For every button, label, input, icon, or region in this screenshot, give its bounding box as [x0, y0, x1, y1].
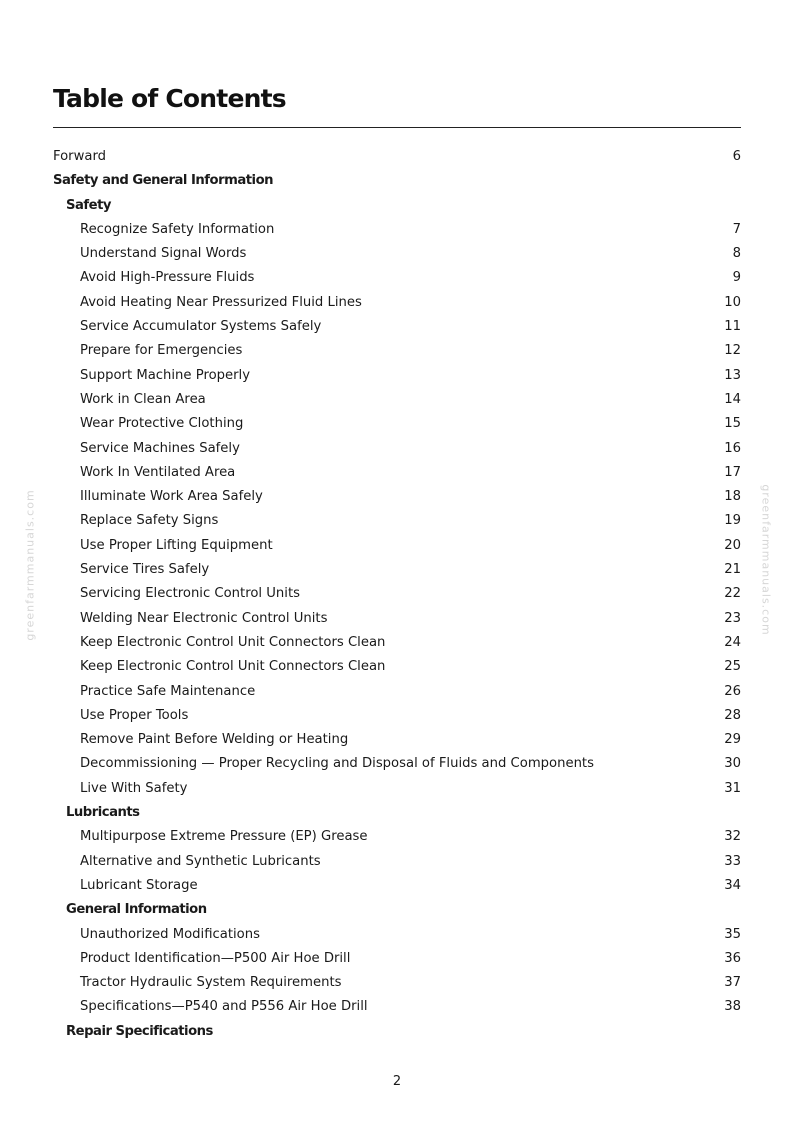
- toc-entry[interactable]: [53, 461, 741, 485]
- toc-entry-label: Lubricants: [66, 805, 140, 821]
- toc-entry[interactable]: [53, 509, 741, 533]
- toc-entry[interactable]: [53, 582, 741, 606]
- toc-entry-label: Service Machines Safely: [80, 440, 240, 456]
- toc-entry-label: Illuminate Work Area Safely: [80, 489, 263, 505]
- toc-entry-page: 25: [724, 659, 741, 675]
- toc-entry-label: Servicing Electronic Control Units: [80, 586, 300, 602]
- toc-entry-label: Use Proper Tools: [80, 707, 189, 723]
- toc-entry-page: 31: [724, 780, 741, 796]
- toc-entry-label: Tractor Hydraulic System Requirements: [80, 975, 342, 991]
- toc-entry[interactable]: [53, 315, 741, 339]
- toc-entry-label: Avoid Heating Near Pressurized Fluid Lines: [80, 294, 362, 310]
- toc-entry-page: 22: [724, 586, 741, 602]
- toc-entry-page: 9: [732, 270, 741, 286]
- toc-entry[interactable]: [53, 145, 741, 169]
- toc-entry[interactable]: [53, 752, 741, 776]
- toc-entry-label: Welding Near Electronic Control Units: [80, 610, 328, 626]
- toc-entry-page: 35: [724, 926, 741, 942]
- toc-entry-page: 24: [724, 634, 741, 650]
- toc-entry-page: 26: [724, 683, 741, 699]
- toc-entry[interactable]: [53, 728, 741, 752]
- toc-entry-page: 19: [724, 513, 741, 529]
- toc-entry[interactable]: [53, 558, 741, 582]
- toc-entry-label: Work In Ventilated Area: [80, 464, 236, 480]
- toc-entry-label: Lubricant Storage: [80, 877, 198, 893]
- toc-entry-label: Remove Paint Before Welding or Heating: [80, 732, 349, 748]
- toc-entry-label: Practice Safe Maintenance: [80, 683, 256, 699]
- page-number: 2: [392, 1074, 402, 1089]
- toc-entry[interactable]: [53, 607, 741, 631]
- toc-entry[interactable]: [53, 339, 741, 363]
- toc-entry[interactable]: [53, 534, 741, 558]
- toc-entry-label: Keep Electronic Control Unit Connectors Clean: [80, 659, 386, 675]
- toc-entry[interactable]: [53, 388, 741, 412]
- toc-entry-page: 33: [724, 853, 741, 869]
- toc-entry-label: Product Identification—P500 Air Hoe Drill: [80, 950, 351, 966]
- toc-entry-label: Forward: [53, 149, 107, 164]
- toc-entry[interactable]: [53, 218, 741, 242]
- toc-entry-label: Work in Clean Area: [80, 391, 206, 407]
- toc-entry[interactable]: [53, 971, 741, 995]
- toc-entry-page: 15: [724, 416, 741, 432]
- toc-entry[interactable]: [53, 437, 741, 461]
- toc-entry[interactable]: [53, 412, 741, 436]
- table-of-contents: [53, 145, 741, 1044]
- toc-entry-label: Service Tires Safely: [80, 562, 210, 578]
- toc-section-heading[interactable]: [53, 1020, 741, 1044]
- toc-entry[interactable]: [53, 874, 741, 898]
- toc-entry[interactable]: [53, 825, 741, 849]
- toc-entry-label: Unauthorized Modifications: [80, 926, 260, 942]
- toc-entry-page: 8: [732, 246, 741, 262]
- toc-entry[interactable]: [53, 995, 741, 1019]
- toc-entry-page: 14: [724, 391, 741, 407]
- toc-entry-page: 12: [724, 343, 741, 359]
- toc-entry-label: Safety and General Information: [53, 173, 274, 189]
- toc-entry[interactable]: [53, 242, 741, 266]
- toc-entry-page: 13: [724, 367, 741, 383]
- toc-entry-label: Keep Electronic Control Unit Connectors Clean: [80, 634, 386, 650]
- toc-entry-label: Service Accumulator Systems Safely: [80, 319, 322, 335]
- toc-entry[interactable]: [53, 680, 741, 704]
- toc-entry[interactable]: [53, 485, 741, 509]
- toc-entry-label: Alternative and Synthetic Lubricants: [80, 853, 321, 869]
- toc-entry[interactable]: [53, 777, 741, 801]
- toc-section-heading[interactable]: [53, 169, 741, 193]
- toc-entry-label: General Information: [66, 902, 207, 918]
- toc-entry[interactable]: [53, 704, 741, 728]
- toc-entry-page: 10: [724, 294, 741, 310]
- toc-entry[interactable]: [53, 850, 741, 874]
- toc-section-heading[interactable]: [53, 194, 741, 218]
- toc-entry-page: 32: [724, 829, 741, 845]
- toc-entry[interactable]: [53, 266, 741, 290]
- toc-entry-label: Use Proper Lifting Equipment: [80, 537, 273, 553]
- toc-entry[interactable]: [53, 655, 741, 679]
- toc-entry-page: 18: [724, 489, 741, 505]
- toc-entry-page: 34: [724, 877, 741, 893]
- toc-entry-page: 7: [732, 221, 741, 237]
- title-divider: [53, 127, 741, 128]
- toc-entry-label: Understand Signal Words: [80, 246, 247, 262]
- toc-entry-page: 21: [724, 562, 741, 578]
- toc-entry-page: 6: [732, 149, 741, 164]
- toc-entry-label: Replace Safety Signs: [80, 513, 219, 529]
- toc-entry[interactable]: [53, 631, 741, 655]
- toc-entry-page: 11: [724, 319, 741, 335]
- watermark-left: greenfarmmanuals.com: [23, 489, 37, 641]
- toc-entry-label: Repair Specifications: [66, 1023, 213, 1039]
- toc-entry-page: 38: [724, 999, 741, 1015]
- toc-entry[interactable]: [53, 947, 741, 971]
- toc-entry-page: 17: [724, 464, 741, 480]
- page-title: Table of Contents: [53, 84, 286, 113]
- toc-entry[interactable]: [53, 923, 741, 947]
- toc-section-heading[interactable]: [53, 898, 741, 922]
- toc-entry-label: Wear Protective Clothing: [80, 416, 244, 432]
- toc-entry-label: Specifications—P540 and P556 Air Hoe Drill: [80, 999, 368, 1015]
- toc-entry-label: Avoid High-Pressure Fluids: [80, 270, 255, 286]
- toc-entry-page: 20: [724, 537, 741, 553]
- toc-entry-page: 36: [724, 950, 741, 966]
- toc-entry-page: 37: [724, 975, 741, 991]
- toc-entry[interactable]: [53, 364, 741, 388]
- toc-entry-label: Support Machine Properly: [80, 367, 251, 383]
- toc-entry-label: Decommissioning — Proper Recycling and Disposal of Fluids and Components: [80, 756, 594, 772]
- toc-entry-label: Recognize Safety Information: [80, 221, 275, 237]
- toc-entry-label: Live With Safety: [80, 780, 188, 796]
- watermark-right: greenfarmmanuals.com: [759, 484, 773, 636]
- toc-entry-page: 28: [724, 707, 741, 723]
- toc-entry-page: 23: [724, 610, 741, 626]
- toc-section-heading[interactable]: [53, 801, 741, 825]
- toc-entry[interactable]: [53, 291, 741, 315]
- toc-entry-page: 30: [724, 756, 741, 772]
- toc-entry-label: Prepare for Emergencies: [80, 343, 243, 359]
- toc-entry-label: Multipurpose Extreme Pressure (EP) Grease: [80, 829, 368, 845]
- toc-entry-page: 16: [724, 440, 741, 456]
- toc-entry-page: 29: [724, 732, 741, 748]
- toc-entry-label: Safety: [66, 197, 111, 213]
